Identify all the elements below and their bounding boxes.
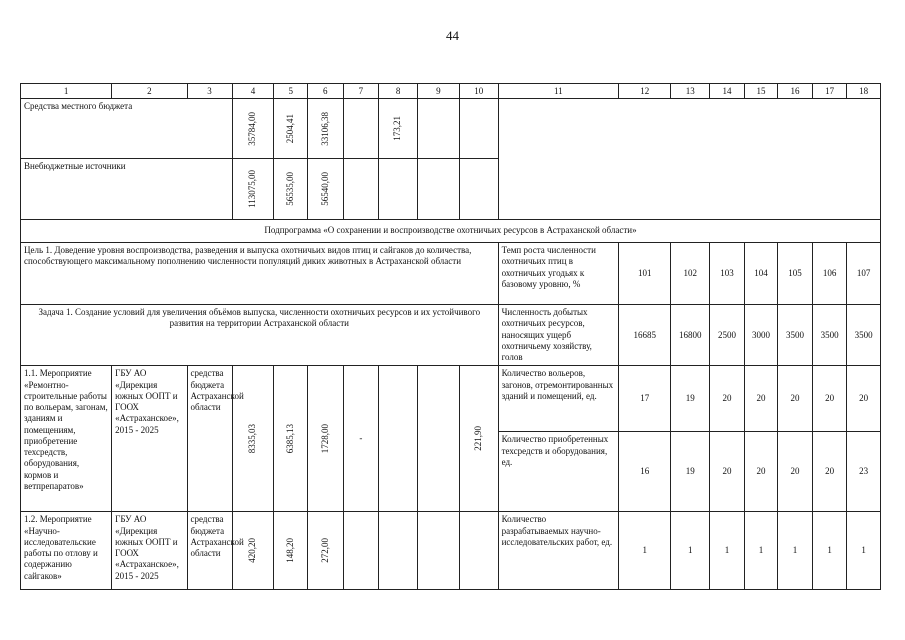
indicator-value: 1 xyxy=(671,512,710,590)
col-header: 9 xyxy=(417,84,459,99)
indicator-value: 17 xyxy=(619,366,671,432)
measure-1-2-c6 xyxy=(307,512,343,590)
subprogram-row xyxy=(21,220,881,243)
empty-cell xyxy=(417,366,459,512)
indicator-value: 20 xyxy=(778,432,813,512)
indicator-value: 1 xyxy=(619,512,671,590)
indicator-value: 19 xyxy=(671,432,710,512)
measure-1-1-c5 xyxy=(274,366,308,512)
col-header: 4 xyxy=(232,84,274,99)
extrabudget-c6 xyxy=(307,159,343,220)
col-header: 5 xyxy=(274,84,308,99)
measure-1-1-value: 8335,03 xyxy=(247,424,258,454)
local-budget-c8 xyxy=(379,99,418,159)
measure-1-1-c10 xyxy=(459,366,498,512)
measure-1-2-c5 xyxy=(274,512,308,590)
col-header: 10 xyxy=(459,84,498,99)
task-value: 16685 xyxy=(619,305,671,366)
empty-cell xyxy=(459,512,498,590)
column-number-row xyxy=(21,84,881,99)
indicator-value: 20 xyxy=(778,366,813,432)
extrabudget-label: Внебюджетные источники xyxy=(21,159,233,220)
measure-1-1-c7: - xyxy=(343,366,379,512)
indicator-value: 20 xyxy=(812,432,847,512)
measure-1-1-value: 1728,00 xyxy=(319,424,330,454)
extrabudget-value: 56540,00 xyxy=(319,172,330,206)
local-budget-value: 35784,00 xyxy=(247,111,258,146)
task-value: 3500 xyxy=(847,305,881,366)
indicator-value: 20 xyxy=(847,366,881,432)
empty-cell xyxy=(417,512,459,590)
measure-1-1-indicator-1: Количество вольеров, загонов, отремонтированных зданий и помещений, ед. xyxy=(498,366,618,432)
empty-cell xyxy=(417,159,459,220)
indicator-value: 1 xyxy=(778,512,813,590)
col-header: 15 xyxy=(744,84,778,99)
task-value: 3500 xyxy=(812,305,847,366)
extrabudget-c5 xyxy=(274,159,308,220)
measure-1-1-row xyxy=(21,366,881,432)
empty-cell xyxy=(417,99,459,159)
local-budget-c5 xyxy=(274,99,308,159)
local-budget-c6 xyxy=(307,99,343,159)
measure-1-1-value: 221,90 xyxy=(473,426,484,452)
col-header: 8 xyxy=(379,84,418,99)
col-header: 18 xyxy=(847,84,881,99)
goal-value: 104 xyxy=(744,243,778,305)
empty-cell xyxy=(459,99,498,159)
measure-1-1-name: 1.1. Мероприятие «Ремонтно-строительные работы по вольерам, загонам, зданиям и помещениям, приобретение техсредств, оборудования, кормов и ветпрепаратов» xyxy=(21,366,112,512)
indicator-value: 1 xyxy=(847,512,881,590)
subprogram-title: Подпрограмма «О сохранении и воспроизводстве охотничьих ресурсов в Астраханской области» xyxy=(21,220,881,243)
goal-text: Цель 1. Доведение уровня воспроизводства, разведения и выпуска охотничьих видов птиц и сайгаков до количества, способствующего максимальному пополнению численности популяций диких животных в Астраханской области xyxy=(21,243,499,305)
task-value: 16800 xyxy=(671,305,710,366)
indicator-value: 1 xyxy=(812,512,847,590)
indicator-value: 16 xyxy=(619,432,671,512)
measure-1-2-value: 272,00 xyxy=(319,538,330,564)
task-value: 3000 xyxy=(744,305,778,366)
empty-cell xyxy=(379,366,418,512)
indicator-value: 20 xyxy=(710,432,745,512)
extrabudget-value: 113075,00 xyxy=(247,170,258,208)
extrabudget-c4 xyxy=(232,159,274,220)
col-header: 14 xyxy=(710,84,745,99)
empty-cell xyxy=(343,99,379,159)
local-budget-value: 2504,41 xyxy=(285,113,296,144)
local-budget-row xyxy=(21,99,881,159)
page-number: 44 xyxy=(446,28,459,43)
goal-value: 105 xyxy=(778,243,813,305)
task-value: 3500 xyxy=(778,305,813,366)
local-budget-c4 xyxy=(232,99,274,159)
empty-cell xyxy=(343,159,379,220)
goal-value: 107 xyxy=(847,243,881,305)
local-budget-value: 33106,38 xyxy=(319,111,330,146)
measure-1-2-source: средства бюджета Астраханской области xyxy=(187,512,232,590)
measure-1-2-indicator: Количество разрабатываемых научно-исследовательских работ, ед. xyxy=(498,512,618,590)
col-header: 12 xyxy=(619,84,671,99)
empty-cell xyxy=(379,159,418,220)
col-header: 3 xyxy=(187,84,232,99)
goal-indicator: Темп роста численности охотничьих птиц в охотничьих угодьях к базовому уровню, % xyxy=(498,243,618,305)
col-header: 16 xyxy=(778,84,813,99)
measure-1-2-value: 148,20 xyxy=(285,538,296,564)
goal-value: 103 xyxy=(710,243,745,305)
col-header: 17 xyxy=(812,84,847,99)
measure-1-2-name: 1.2. Мероприятие «Научно-исследовательские работы по отлову и содержанию сайгаков» xyxy=(21,512,112,590)
indicator-value: 20 xyxy=(812,366,847,432)
col-header: 2 xyxy=(112,84,187,99)
empty-cell xyxy=(379,512,418,590)
col-header: 11 xyxy=(498,84,618,99)
empty-cell xyxy=(498,99,880,220)
task-value: 2500 xyxy=(710,305,745,366)
measure-1-1-executor: ГБУ АО «Дирекция южных ООПТ и ГООХ «Астраханское», 2015 - 2025 xyxy=(112,366,187,512)
task-row xyxy=(21,305,881,366)
indicator-value: 20 xyxy=(710,366,745,432)
local-budget-label: Средства местного бюджета xyxy=(21,99,233,159)
measure-1-2-c4 xyxy=(232,512,274,590)
local-budget-value: 173,21 xyxy=(392,116,403,141)
empty-cell xyxy=(343,512,379,590)
indicator-value: 1 xyxy=(744,512,778,590)
task-indicator: Численность добытых охотничьих ресурсов, наносящих ущерб охотничьему хозяйству, голов xyxy=(498,305,618,366)
indicator-value: 20 xyxy=(744,366,778,432)
empty-cell xyxy=(459,159,498,220)
col-header: 6 xyxy=(307,84,343,99)
indicator-value: 23 xyxy=(847,432,881,512)
measure-1-1-value: 6385,13 xyxy=(285,424,296,454)
goal-value: 106 xyxy=(812,243,847,305)
col-header: 7 xyxy=(343,84,379,99)
program-table xyxy=(20,83,881,590)
extrabudget-value: 56535,00 xyxy=(285,172,296,206)
task-text: Задача 1. Создание условий для увеличения объёмов выпуска, численности охотничьих ресурсов и их устойчивого развития на территории Астраханской области xyxy=(21,305,499,366)
col-header: 13 xyxy=(671,84,710,99)
indicator-value: 19 xyxy=(671,366,710,432)
goal-value: 102 xyxy=(671,243,710,305)
measure-1-2-row xyxy=(21,512,881,590)
measure-1-1-c4 xyxy=(232,366,274,512)
col-header: 1 xyxy=(21,84,112,99)
measure-1-2-executor: ГБУ АО «Дирекция южных ООПТ и ГООХ «Астраханское», 2015 - 2025 xyxy=(112,512,187,590)
measure-1-2-value: 420,20 xyxy=(247,538,258,564)
measure-1-1-c6 xyxy=(307,366,343,512)
indicator-value: 20 xyxy=(744,432,778,512)
goal-row xyxy=(21,243,881,305)
measure-1-1-indicator-2: Количество приобретенных техсредств и оборудования, ед. xyxy=(498,432,618,512)
measure-1-1-source: средства бюджета Астраханской области xyxy=(187,366,232,512)
goal-value: 101 xyxy=(619,243,671,305)
indicator-value: 1 xyxy=(710,512,745,590)
